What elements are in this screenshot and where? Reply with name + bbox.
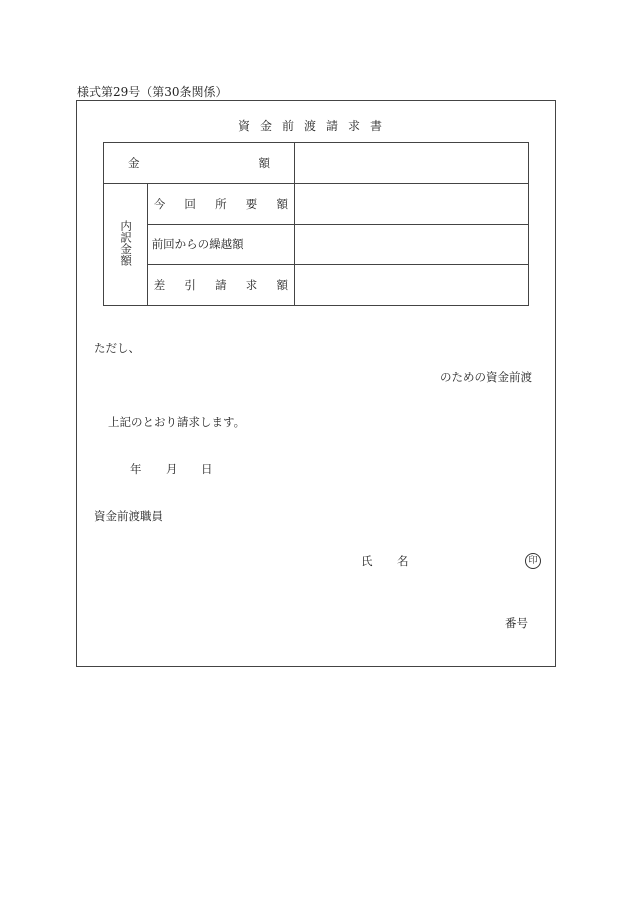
name-label-first: 氏 — [361, 554, 373, 568]
total-amount-label: 金額 — [104, 143, 295, 184]
table-row — [104, 183, 529, 224]
net-request-field[interactable] — [295, 265, 529, 306]
table-row — [104, 265, 529, 306]
form-number: 様式第29号（第30条関係） — [77, 85, 228, 99]
purpose-suffix: のための資金前渡 — [440, 370, 532, 384]
request-statement: 上記のとおり請求します。 — [108, 415, 246, 429]
tadashi-text: ただし、 — [94, 341, 140, 355]
page-title: 資金前渡請求書 — [237, 119, 392, 133]
seal-icon: 印 — [525, 553, 541, 569]
current-required-label: 今回所要額 — [147, 183, 294, 224]
net-request-label: 差引請求額 — [147, 265, 294, 306]
table-row — [104, 143, 529, 184]
current-required-field[interactable] — [295, 183, 529, 224]
breakdown-label: 内訳金額 — [119, 219, 134, 266]
amount-table — [103, 142, 529, 306]
breakdown-label-cell — [104, 183, 148, 305]
carryover-field[interactable] — [295, 224, 529, 265]
total-amount-field[interactable] — [295, 143, 529, 184]
carryover-label: 前回からの繰越額 — [147, 224, 294, 265]
date-year-label: 年 — [130, 462, 142, 476]
date-day-label: 日 — [201, 462, 213, 476]
table-row — [104, 224, 529, 265]
official-label: 資金前渡職員 — [94, 509, 163, 523]
name-label-second: 名 — [397, 554, 409, 568]
date-month-label: 月 — [166, 462, 178, 476]
number-label: 番号 — [505, 616, 528, 630]
